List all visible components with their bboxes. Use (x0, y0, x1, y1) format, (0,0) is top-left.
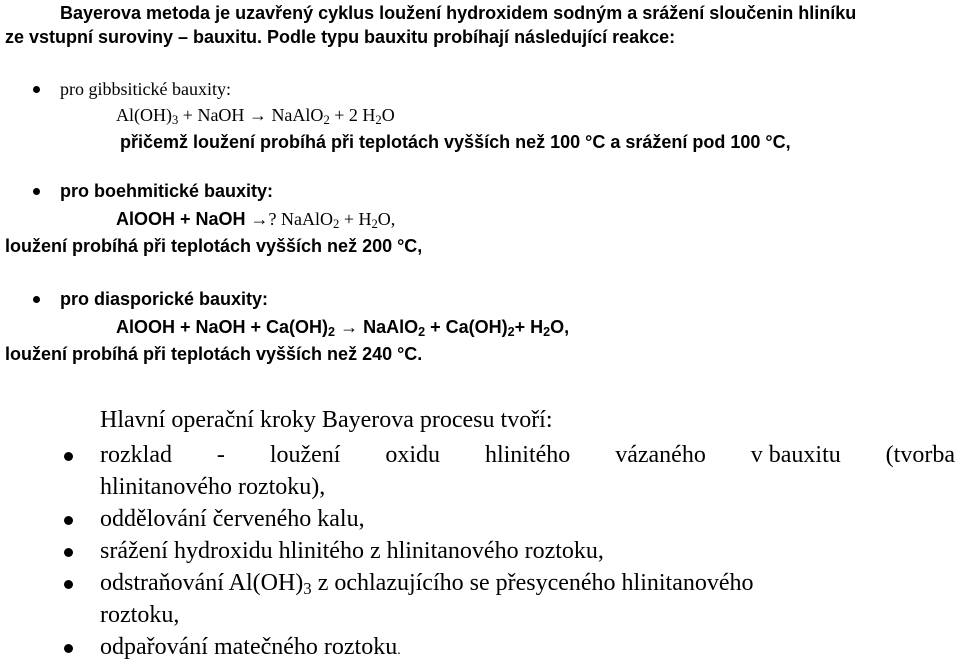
step-1-line-2: hlinitanového roztoku), (100, 474, 326, 500)
boehmite-label: pro boehmitické bauxity: (60, 181, 274, 201)
step-5: odpařování matečného roztoku. (100, 634, 401, 660)
boehmite-equation: AlOOH + NaOH →? NaAlO$_2$ + $H_2O$, (116, 209, 396, 232)
step-1-line-1: rozklad - loužení oxidu hlinitého vázaného v bauxitu (tvorba (100, 442, 955, 468)
bullet-step-3 (64, 548, 73, 557)
intro-line-1: Bayerova metoda je uzavřený cyklus loužení hydroxidem sodným a srážení sloučenin hliníku (60, 3, 857, 23)
boehmite-note: loužení probíhá při teplotách vyšších než 200 °C, (5, 236, 423, 256)
bullet-diaspore (33, 296, 40, 303)
diaspore-label: pro diasporické bauxity: (60, 289, 269, 309)
bullet-step-5 (64, 644, 73, 653)
step-2: oddělování červeného kalu, (100, 506, 365, 532)
gibbsite-note: přičemž loužení probíhá při teplotách vyšších než 100 °C a srážení pod 100 °C, (120, 132, 791, 152)
diaspore-equation: AlOOH + NaOH + $Ca(OH)_2$ → NaAlO$_2$ + $Ca(OH)_2+ H_2O$, (116, 317, 570, 340)
bullet-step-1 (64, 452, 73, 461)
gibbsite-equation: $Al(OH)_3$ + NaOH → NaAlO$_2$ + 2 $H_2O$ (116, 105, 395, 128)
reaction-arrow-icon: → (340, 317, 359, 337)
gibbsite-label: pro gibbsitické bauxity: (60, 79, 231, 99)
step-4-line-2: roztoku, (100, 602, 180, 628)
reaction-arrow-icon: → (250, 209, 269, 229)
bullet-boehmite (33, 188, 40, 195)
bullet-step-4 (64, 580, 73, 589)
step-3: srážení hydroxidu hlinitého z hlinitanového roztoku, (100, 538, 604, 564)
step-4-line-1: odstraňování $Al(OH)_3$ z ochlazujícího se přesyceného hlinitanového (100, 570, 754, 599)
reaction-arrow-icon: → (248, 105, 267, 125)
intro-line-2: ze vstupní suroviny – bauxitu. Podle typu bauxitu probíhají následující reakce: (5, 27, 676, 47)
steps-heading: Hlavní operační kroky Bayerova procesu tvoří: (100, 407, 553, 433)
bullet-gibbsite (33, 86, 40, 93)
bullet-step-2 (64, 516, 73, 525)
diaspore-note: loužení probíhá při teplotách vyšších než 240 °C. (5, 344, 423, 364)
